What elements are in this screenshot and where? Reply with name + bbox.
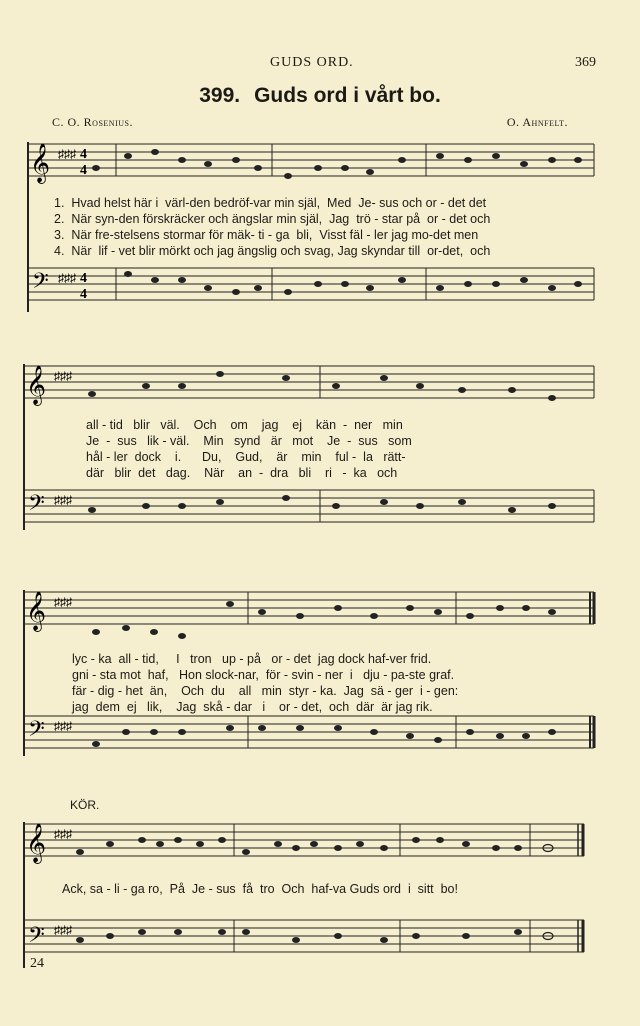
lyric-line: Je - sus lik - väl. Min synd är mot Je - sus som xyxy=(86,434,412,448)
key-signature-sharps-icon: ♯♯♯ xyxy=(54,923,72,937)
lyric-line: 2. När syn-den förskräcker och ängslar min själ, Jag trö - star på or - det och xyxy=(54,212,491,226)
time-signature-icon: 4 xyxy=(80,147,87,162)
treble-staff xyxy=(28,144,594,176)
hymn-number: 399. xyxy=(199,84,241,107)
running-title: GUDS ORD. xyxy=(270,55,354,70)
time-signature-icon: 4 xyxy=(80,271,87,286)
lyric-line: där blir det dag. När an - dra bli ri - ka och xyxy=(86,466,398,480)
lyric-line: lyc - ka all - tid, I tron up - på or - det jag dock haf-ver frid. xyxy=(72,652,432,666)
key-signature-sharps-icon: ♯♯♯ xyxy=(58,147,76,161)
time-signature-icon: 4 xyxy=(80,163,87,178)
lyric-line: jag dem ej lik, Jag skå - dar i or - det, och där är jag rik. xyxy=(72,700,433,714)
music-system-4 xyxy=(0,818,640,978)
composer: O. Ahnfelt. xyxy=(506,115,568,129)
lyric-line: all - tid blir väl. Och om jag ej kän - ner min xyxy=(86,418,403,432)
key-signature-sharps-icon: ♯♯♯ xyxy=(54,595,72,609)
hymn-title: Guds ord i vårt bo. xyxy=(254,84,441,107)
lyric-line: gni - sta mot haf, Hon slock-nar, för - svin - ner i dju - pa-ste graf. xyxy=(72,668,455,682)
lyric-line: hål - ler dock i. Du, Gud, är min ful - la rätt- xyxy=(86,450,406,464)
page-number: 369 xyxy=(575,55,596,70)
lyric-line: 4. När lif - vet blir mörkt och jag ängslig och svag, Jag skyndar till or-det, och xyxy=(54,244,491,258)
key-signature-sharps-icon: ♯♯♯ xyxy=(54,493,72,507)
signature-mark: 24 xyxy=(30,956,44,971)
key-signature-sharps-icon: ♯♯♯ xyxy=(54,827,72,841)
bass-clef-icon: 𝄢 xyxy=(28,717,45,747)
bass-clef-icon: 𝄢 xyxy=(28,923,45,953)
hymn-title-block xyxy=(0,84,640,108)
key-signature-sharps-icon: ♯♯♯ xyxy=(54,719,72,733)
bass-staff xyxy=(28,268,594,300)
treble-clef-icon: 𝄞 xyxy=(30,143,51,183)
lyric-line: 1. Hvad helst här i värl-den bedröf-var min själ, Med Je- sus och or - det det xyxy=(54,196,487,210)
bass-clef-icon: 𝄢 xyxy=(32,269,49,299)
lyric-line: fär - dig - het än, Och du all min styr - ka. Jag sä - ger i - gen: xyxy=(72,684,459,698)
key-signature-sharps-icon: ♯♯♯ xyxy=(54,369,72,383)
half-note-heads xyxy=(543,845,553,940)
key-signature-sharps-icon: ♯♯♯ xyxy=(58,271,76,285)
bass-clef-icon: 𝄢 xyxy=(28,491,45,521)
chorus-label: KÖR. xyxy=(70,798,100,812)
treble-clef-icon: 𝄞 xyxy=(26,823,47,863)
treble-clef-icon: 𝄞 xyxy=(26,591,47,631)
time-signature-icon: 4 xyxy=(80,287,87,302)
lyric-line: Ack, sa - li - ga ro, På Je - sus få tro Och haf-va Guds ord i sitt bo! xyxy=(62,882,458,896)
lyricist: C. O. Rosenius. xyxy=(52,115,133,129)
lyric-line: 3. När fre-stelsens stormar för mäk- ti - ga bli, Visst fäl - ler jag mo-det men xyxy=(54,228,479,242)
treble-clef-icon: 𝄞 xyxy=(26,365,47,405)
